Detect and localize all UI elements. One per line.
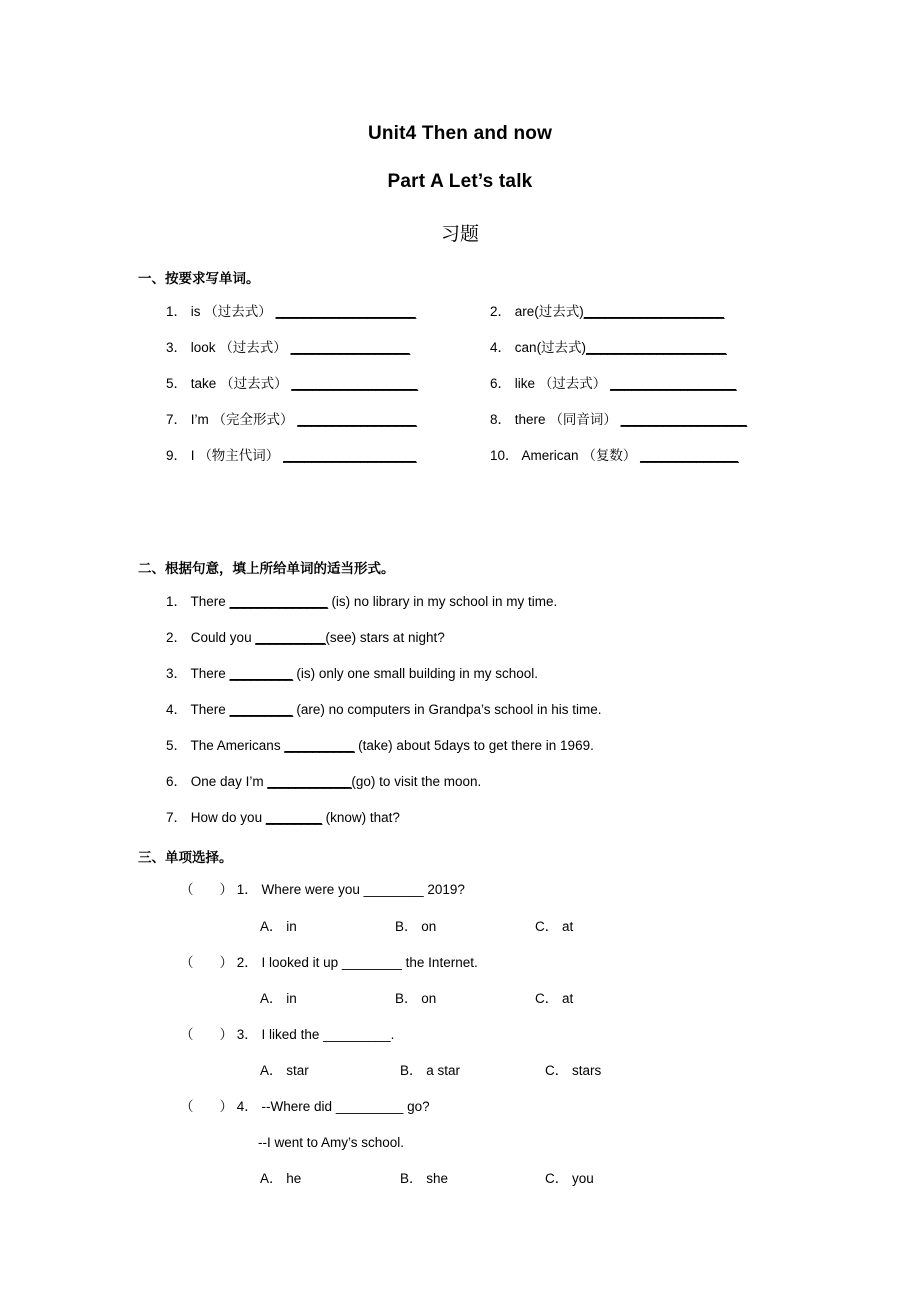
item-number: 8． xyxy=(490,412,512,427)
item-hint: （过去式） xyxy=(204,304,272,319)
fill-item-6 xyxy=(166,775,481,789)
item-number: 6． xyxy=(490,376,512,391)
item-hint: （过去式） xyxy=(220,376,288,391)
answer-blank[interactable]: __________________ xyxy=(291,376,418,391)
question-number: 4． xyxy=(236,1099,258,1114)
answer-blank[interactable]: ____________________ xyxy=(586,340,727,355)
item-word: are xyxy=(514,304,535,319)
item-text-post: (are) no computers in Grandpa’s school in his time. xyxy=(292,702,602,717)
item-hint: （过去式） xyxy=(538,376,607,391)
question-number: 3． xyxy=(236,1027,258,1042)
document-title-line-3 xyxy=(0,219,920,246)
answer-blank[interactable]: ______________ xyxy=(640,448,739,463)
choice-option-b-1[interactable] xyxy=(395,920,436,934)
fill-item-7 xyxy=(166,811,400,825)
choice-option-c-3[interactable] xyxy=(545,1064,601,1078)
option-a-text: star xyxy=(286,1063,309,1078)
fill-item-5 xyxy=(166,739,594,753)
section-3-heading: 三、单项选择。 xyxy=(138,850,233,865)
item-number: 3． xyxy=(166,340,188,355)
option-b-text: on xyxy=(421,991,437,1006)
question-number: 1． xyxy=(236,882,258,897)
item-text-post: (know) that? xyxy=(321,810,400,825)
choice-option-b-4[interactable] xyxy=(400,1172,448,1186)
item-number: 5． xyxy=(166,376,188,391)
item-text-pre: Could you xyxy=(190,630,256,645)
vocab-item-9 xyxy=(166,449,416,463)
answer-paren-close: ） xyxy=(219,955,233,970)
answer-blank[interactable]: ______________ xyxy=(229,594,328,609)
item-text-post: (is) only one small building in my school. xyxy=(292,666,538,681)
vocab-item-4 xyxy=(490,341,726,355)
answer-blank[interactable]: ____________________ xyxy=(583,304,724,319)
item-text-pre: There xyxy=(190,594,230,609)
item-number: 5． xyxy=(166,738,188,753)
item-number: 1． xyxy=(166,594,188,609)
item-hint: （物主代词） xyxy=(198,448,280,463)
choice-option-b-2[interactable] xyxy=(395,992,436,1006)
item-word: look xyxy=(190,340,216,355)
question-stem: Where were you ________ 2019? xyxy=(261,882,465,897)
item-word: can xyxy=(514,340,537,355)
option-b-key: B． xyxy=(395,919,418,934)
item-text-pre: The Americans xyxy=(190,738,285,753)
item-number: 2． xyxy=(166,630,188,645)
choice-option-a-2[interactable] xyxy=(260,992,297,1006)
answer-paren-close: ） xyxy=(219,1027,233,1042)
item-word: I xyxy=(190,448,195,463)
option-c-key: C． xyxy=(545,1063,569,1078)
item-number: 2． xyxy=(490,304,512,319)
answer-blank[interactable]: _________ xyxy=(229,702,293,717)
item-word: is xyxy=(190,304,201,319)
fill-item-2 xyxy=(166,631,445,645)
item-text-post: (go) to visit the moon. xyxy=(351,774,482,789)
question-stem: I looked it up ________ the Internet. xyxy=(261,955,478,970)
title-unit: Unit4 Then and now xyxy=(367,123,553,144)
item-word: take xyxy=(190,376,217,391)
title-part: Part A Let’s talk xyxy=(387,171,533,192)
option-c-key: C． xyxy=(535,991,559,1006)
answer-paren-open: （ xyxy=(180,1027,194,1042)
option-b-text: a star xyxy=(426,1063,461,1078)
choice-question-4 xyxy=(180,1100,430,1114)
answer-blank[interactable]: __________ xyxy=(255,630,326,645)
item-word: there xyxy=(514,412,546,427)
item-number: 7． xyxy=(166,810,188,825)
vocab-item-6 xyxy=(490,377,736,391)
answer-blank[interactable]: ____________ xyxy=(267,774,352,789)
item-word: like xyxy=(514,376,536,391)
answer-blank[interactable]: ____________________ xyxy=(275,304,416,319)
fill-item-3 xyxy=(166,667,538,681)
option-a-key: A． xyxy=(260,991,283,1006)
item-number: 6． xyxy=(166,774,188,789)
answer-blank[interactable]: ________ xyxy=(265,810,322,825)
item-word: I’m xyxy=(190,412,209,427)
item-number: 1． xyxy=(166,304,188,319)
option-c-key: C． xyxy=(535,919,559,934)
fill-item-4 xyxy=(166,703,602,717)
option-a-text: in xyxy=(286,991,297,1006)
item-number: 4． xyxy=(166,702,188,717)
item-text-pre: One day I’m xyxy=(190,774,268,789)
answer-blank[interactable]: __________________ xyxy=(610,376,737,391)
vocab-item-7 xyxy=(166,413,416,427)
option-c-text: at xyxy=(562,991,574,1006)
section-1-heading: 一、按要求写单词。 xyxy=(138,271,260,286)
answer-blank[interactable]: ___________________ xyxy=(283,448,417,463)
question-stem: I liked the _________. xyxy=(261,1027,395,1042)
option-a[interactable] xyxy=(260,919,297,934)
option-a-key: A． xyxy=(260,919,283,934)
document-title-line-1 xyxy=(0,123,920,145)
item-hint: （同音词） xyxy=(549,412,617,427)
choice-option-c-4[interactable] xyxy=(545,1172,594,1186)
choice-question-2 xyxy=(180,956,478,970)
answer-paren-open: （ xyxy=(180,882,194,897)
item-number: 4． xyxy=(490,340,512,355)
item-text-post: (take) about 5days to get there in 1969. xyxy=(354,738,594,753)
item-text-post: (see) stars at night? xyxy=(325,630,445,645)
item-word: American xyxy=(521,448,579,463)
item-text-pre: There xyxy=(190,702,230,717)
answer-paren-open: （ xyxy=(180,1099,194,1114)
answer-blank[interactable]: __________________ xyxy=(620,412,747,427)
question-number: 2． xyxy=(236,955,258,970)
item-number: 10． xyxy=(490,448,519,463)
question-stem: --Where did _________ go? xyxy=(261,1099,430,1114)
item-text-post: (is) no library in my school in my time. xyxy=(327,594,558,609)
option-b-text: on xyxy=(421,919,437,934)
item-hint: (过去式) xyxy=(536,340,587,355)
choice-question-4-answer-line: --I went to Amy’s school. xyxy=(258,1135,405,1150)
choice-option-a-3[interactable] xyxy=(260,1064,309,1078)
option-b-key: B． xyxy=(400,1171,423,1186)
item-number: 7． xyxy=(166,412,188,427)
option-a-text: he xyxy=(286,1171,302,1186)
option-c-text: at xyxy=(562,919,574,934)
choice-option-c-2[interactable] xyxy=(535,992,573,1006)
answer-paren-close: ） xyxy=(219,1099,233,1114)
title-exercises: 习题 xyxy=(440,224,479,245)
item-hint: （复数） xyxy=(582,448,637,463)
answer-paren-close: ） xyxy=(219,882,233,897)
option-b-key: B． xyxy=(395,991,418,1006)
vocab-item-1 xyxy=(166,305,416,319)
answer-paren-open: （ xyxy=(180,955,194,970)
item-number: 9． xyxy=(166,448,188,463)
option-c-text: stars xyxy=(572,1063,602,1078)
item-hint: （完全形式） xyxy=(212,412,294,427)
item-text-pre: How do you xyxy=(190,810,266,825)
choice-option-a-4[interactable] xyxy=(260,1172,301,1186)
choice-option-c-1[interactable] xyxy=(535,920,573,934)
fill-item-1 xyxy=(166,595,557,609)
option-b-text: she xyxy=(426,1171,449,1186)
option-b-key: B． xyxy=(400,1063,423,1078)
answer-blank[interactable]: _________ xyxy=(229,666,293,681)
choice-options-1 xyxy=(260,920,297,934)
choice-option-b-3[interactable] xyxy=(400,1064,460,1078)
option-a-text: in xyxy=(286,919,297,934)
answer-blank[interactable]: __________ xyxy=(284,738,355,753)
option-c-text: you xyxy=(572,1171,594,1186)
choice-question-1 xyxy=(180,883,465,897)
item-number: 3． xyxy=(166,666,188,681)
item-text-pre: There xyxy=(190,666,230,681)
vocab-item-8 xyxy=(490,413,747,427)
option-a-key: A． xyxy=(260,1171,283,1186)
section-2-heading: 二、根据句意，填上所给单词的适当形式。 xyxy=(138,561,395,576)
answer-blank[interactable]: _________________ xyxy=(290,340,410,355)
option-a-key: A． xyxy=(260,1063,283,1078)
option-c-key: C． xyxy=(545,1171,569,1186)
item-hint: （过去式） xyxy=(219,340,287,355)
document-title-line-2 xyxy=(0,171,920,193)
vocab-item-3 xyxy=(166,341,410,355)
vocab-item-5 xyxy=(166,377,418,391)
item-hint: (过去式) xyxy=(534,304,584,319)
vocab-item-2 xyxy=(490,305,724,319)
vocab-item-10 xyxy=(490,449,738,463)
answer-blank[interactable]: _________________ xyxy=(297,412,417,427)
choice-question-3 xyxy=(180,1028,394,1042)
